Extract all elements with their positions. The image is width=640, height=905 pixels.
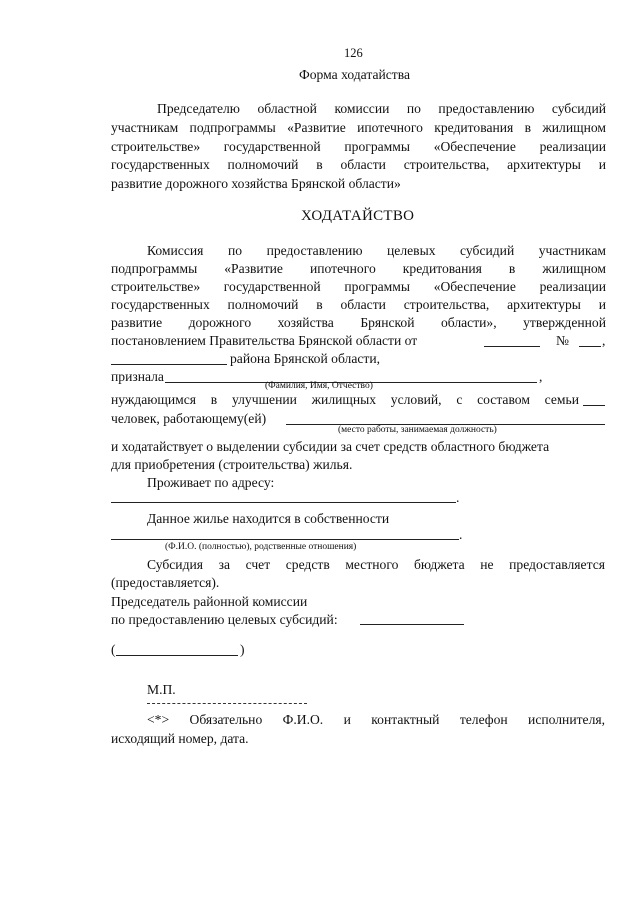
- addressee-line-4: государственных полномочий в области строительства, архитектуры и: [111, 157, 606, 172]
- document-heading: ХОДАТАЙСТВО: [301, 208, 415, 224]
- owner-caption: (Ф.И.О. (полностью), родственные отношения): [165, 542, 357, 552]
- chair-signature-blank[interactable]: [360, 624, 464, 625]
- chair-line-2: по предоставлению целевых субсидий:: [111, 612, 338, 627]
- seal-mark: М.П.: [147, 682, 176, 697]
- signature-name-blank[interactable]: [116, 655, 238, 656]
- district-blank[interactable]: [111, 364, 227, 365]
- addressee-line-5: развитие дорожного хозяйства Брянской области»: [111, 176, 401, 191]
- ownership-period: .: [459, 527, 463, 542]
- decree-text: постановлением Правительства Брянской области от: [111, 333, 418, 348]
- signature-open-paren: (: [111, 642, 116, 657]
- subsidy-line-1: Субсидия за счет средств местного бюджета не предоставляется: [147, 557, 605, 572]
- decree-number-sign: №: [556, 333, 569, 348]
- footnote-line-2: исходящий номер, дата.: [111, 731, 249, 746]
- addressee-line-1: Председателю областной комиссии по предоставлению субсидий: [157, 101, 606, 116]
- address-period: .: [456, 490, 460, 505]
- work-caption: (место работы, занимаемая должность): [338, 425, 497, 435]
- address-blank[interactable]: [111, 502, 456, 503]
- body-line-11: и ходатайствует о выделении субсидии за счет средств областного бюджета: [111, 439, 550, 454]
- decree-comma: ,: [602, 333, 606, 348]
- fio-comma: ,: [539, 369, 543, 384]
- subsidy-line-2: (предоставляется).: [111, 575, 220, 590]
- body-line-2: подпрограммы «Развитие ипотечного кредитования в жилищном: [111, 261, 606, 276]
- footnote-separator: [147, 703, 307, 704]
- ownership-label: Данное жилье находится в собственности: [147, 511, 390, 526]
- body-line-1: Комиссия по предоставлению целевых субсидий участникам: [147, 243, 606, 258]
- body-line-4: государственных полномочий в области строительства, архитектуры и: [111, 297, 606, 312]
- fio-caption: (Фамилия, Имя, Отчество): [265, 381, 373, 391]
- form-title: Форма ходатайства: [299, 67, 411, 82]
- body-line-12: для приобретения (строительства) жилья.: [111, 457, 353, 472]
- family-size-blank[interactable]: [583, 405, 605, 406]
- addressee-line-3: строительстве» государственной программы «Обеспечение реализации: [111, 139, 606, 154]
- addressee-line-2: участникам подпрограммы «Развитие ипотечного кредитования в жилищном: [111, 120, 606, 135]
- decree-date-blank[interactable]: [484, 346, 540, 347]
- address-label: Проживает по адресу:: [147, 475, 275, 490]
- signature-close-paren: ): [240, 642, 245, 657]
- body-line-9: нуждающимся в улучшении жилищных условий, с составом семьи: [111, 392, 579, 407]
- district-text: района Брянской области,: [230, 351, 380, 366]
- ownership-blank[interactable]: [111, 539, 459, 540]
- body-line-3: строительстве» государственной программы «Обеспечение реализации: [111, 279, 606, 294]
- footnote-line-1: <*> Обязательно Ф.И.О. и контактный телефон исполнителя,: [147, 712, 605, 727]
- recognized-label: признала: [111, 369, 164, 384]
- chair-line-1: Председатель районной комиссии: [111, 594, 308, 609]
- page-number: 126: [344, 46, 363, 60]
- work-label: человек, работающему(ей): [111, 411, 267, 426]
- decree-number-blank[interactable]: [579, 346, 601, 347]
- body-line-5: развитие дорожного хозяйства Брянской области», утвержденной: [111, 315, 606, 330]
